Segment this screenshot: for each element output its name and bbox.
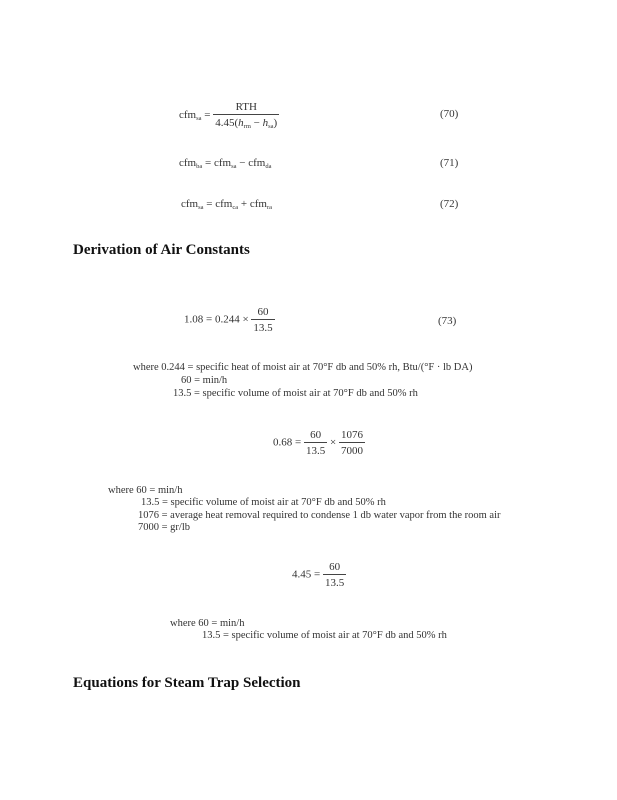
equation-73 xyxy=(184,306,275,334)
eq445-fraction xyxy=(323,561,346,589)
equation-number-70: (70) xyxy=(440,108,459,120)
eq70-denominator: $4.45(h_{rm} - h_{sa})$ xyxy=(215,117,278,130)
section-heading-steam-trap: Equations for Steam Trap Selection xyxy=(73,675,301,691)
eq068-denominator-1: 13.5 xyxy=(305,445,326,457)
eq068-lhs: 0.68 = xyxy=(273,436,302,449)
equation-4-45 xyxy=(292,561,346,589)
equation-0-68 xyxy=(273,429,365,457)
eq068-fraction-2 xyxy=(339,429,365,457)
where3-line-2: 13.5 = specific volume of moist air at 70°F db and 50% rh xyxy=(202,630,447,641)
eq445-denominator: 13.5 xyxy=(324,577,345,589)
where2-line-2: 13.5 = specific volume of moist air at 70°F db and 50% rh xyxy=(141,497,386,508)
eq068-numerator-2: 1076 xyxy=(340,429,363,441)
where2-line-1: where 60 = min/h xyxy=(108,485,183,496)
where2-line-4: 7000 = gr/lb xyxy=(138,522,191,533)
eq73-fraction xyxy=(251,306,274,334)
where1-line-1: where 0.244 = specific heat of moist air at 70°F db and 50% rh, Btu/(°F · lb DA) xyxy=(133,362,473,373)
where1-line-2: 60 = min/h xyxy=(181,375,228,386)
eq73-lhs: 1.08 = 0.244 × xyxy=(184,313,249,326)
equation-70: cfm$_{sa}$ = $\frac{\text{RTH}}{4.45(h_{rm} - h_{sa})}$ xyxy=(179,101,278,130)
where1-line-3: 13.5 = specific volume of moist air at 70°F db and 50% rh xyxy=(173,388,418,399)
eq70-fraction xyxy=(213,101,279,130)
eq068-numerator-1: 60 xyxy=(304,429,327,443)
eq70-lhs: cfm$_{sa}$ xyxy=(179,109,202,123)
eq068-denominator-2: 7000 xyxy=(340,445,363,457)
equation-number-71: (71) xyxy=(440,157,459,169)
eq445-numerator: 60 xyxy=(323,561,346,575)
where3-line-1: where 60 = min/h xyxy=(170,618,245,629)
equation-71: cfm$_{ba}$ = cfm$_{sa}$ − cfm$_{da}$ xyxy=(179,157,272,170)
equation-number-72: (72) xyxy=(440,198,459,210)
equation-72: cfm$_{sa}$ = cfm$_{ca}$ + cfm$_{ra}$ xyxy=(181,198,273,211)
where2-line-3: 1076 = average heat removal required to condense 1 db water vapor from the room air xyxy=(138,510,501,521)
eq068-times: × xyxy=(329,436,337,449)
eq70-numerator: RTH xyxy=(213,101,279,115)
section-heading-air-constants: Derivation of Air Constants xyxy=(73,242,250,258)
eq73-denominator: 13.5 xyxy=(253,322,273,334)
eq73-numerator: 60 xyxy=(251,306,274,320)
eq445-lhs: 4.45 = xyxy=(292,568,321,581)
equation-number-73: (73) xyxy=(438,315,457,327)
eq068-fraction-1 xyxy=(304,429,327,457)
